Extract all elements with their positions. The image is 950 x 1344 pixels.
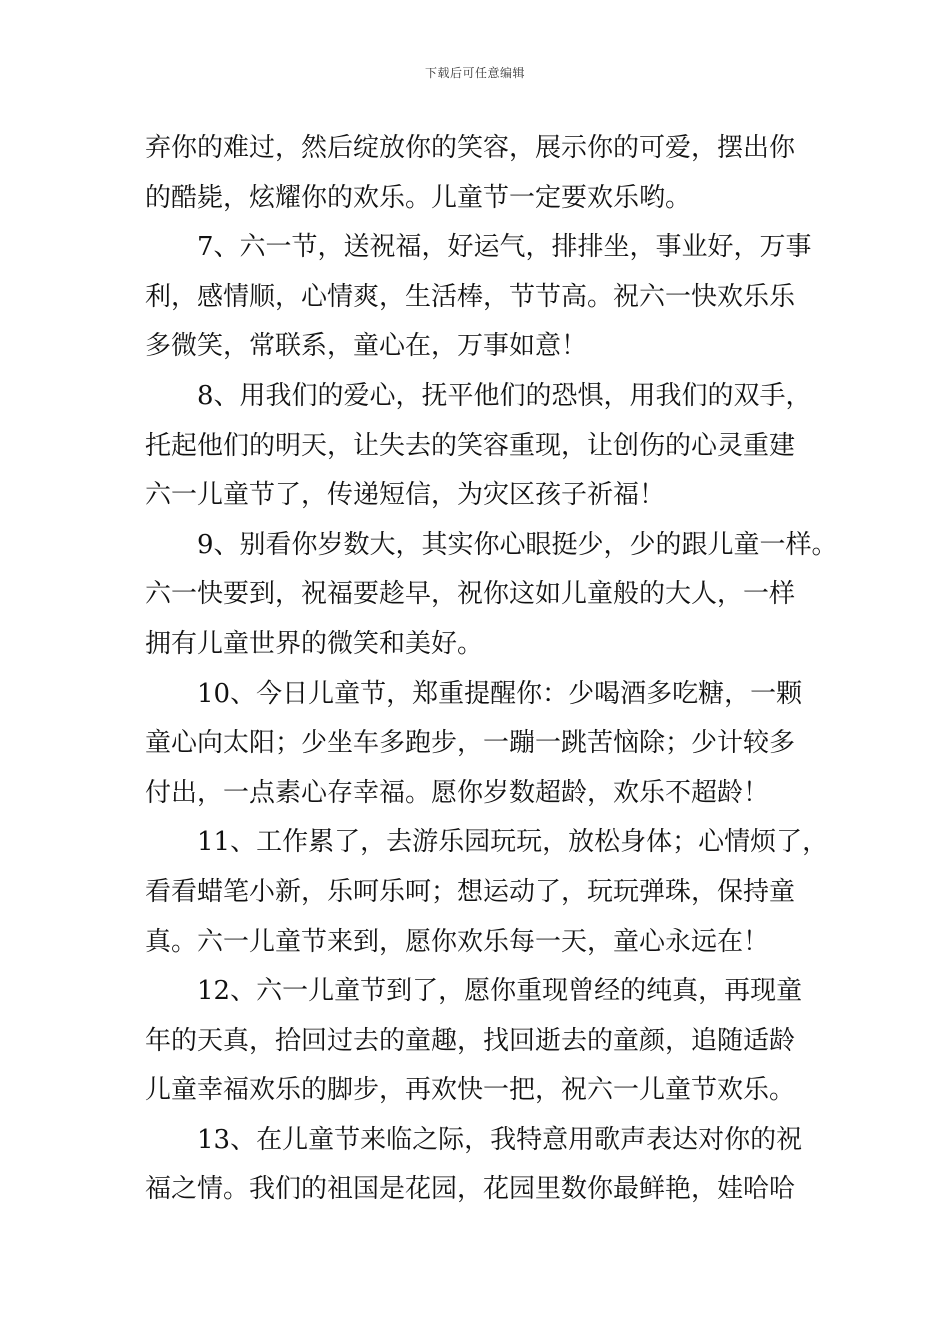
text-line: 托起他们的明天，让失去的笑容重现，让创伤的心灵重建 bbox=[145, 430, 796, 461]
document-body bbox=[145, 124, 838, 1215]
text-line: 看看蜡笔小新，乐呵乐呵；想运动了，玩玩弹珠，保持童 bbox=[145, 876, 796, 907]
paragraph-start-line: 10、今日儿童节，郑重提醒你：少喝酒多吃糖，一颗 bbox=[197, 678, 803, 709]
page-header: 下载后可任意编辑 bbox=[424, 66, 525, 80]
paragraph-start-line: 9、别看你岁数大，其实你心眼挺少，少的跟儿童一样。 bbox=[197, 529, 838, 560]
text-line: 利，感情顺，心情爽，生活棒，节节高。祝六一快欢乐乐 bbox=[145, 281, 796, 312]
text-line: 多微笑，常联系，童心在，万事如意！ bbox=[145, 331, 588, 362]
text-line: 付出，一点素心存幸福。愿你岁数超龄，欢乐不超龄！ bbox=[145, 777, 770, 808]
text-line: 年的天真，拾回过去的童趣，找回逝去的童颜，追随适龄 bbox=[145, 1025, 796, 1056]
text-line: 童心向太阳；少坐车多跑步，一蹦一跳苦恼除；少计较多 bbox=[145, 728, 796, 759]
text-line: 六一快要到，祝福要趁早，祝你这如儿童般的大人，一样 bbox=[145, 579, 796, 610]
text-line: 儿童幸福欢乐的脚步，再欢快一把，祝六一儿童节欢乐。 bbox=[145, 1075, 796, 1106]
text-line: 福之情。我们的祖国是花园，花园里数你最鲜艳，娃哈哈 bbox=[145, 1174, 796, 1205]
paragraph-start-line: 8、用我们的爱心，抚平他们的恐惧，用我们的双手， bbox=[197, 380, 812, 411]
paragraph-start-line: 11、工作累了，去游乐园玩玩，放松身体；心情烦了， bbox=[197, 827, 829, 858]
text-line: 弃你的难过，然后绽放你的笑容，展示你的可爱，摆出你 bbox=[145, 133, 796, 163]
paragraph-start-line: 12、六一儿童节到了，愿你重现曾经的纯真，再现童 bbox=[197, 976, 803, 1007]
paragraph-start-line: 13、在儿童节来临之际，我特意用歌声表达对你的祝 bbox=[197, 1124, 803, 1155]
text-line: 的酷毙，炫耀你的欢乐。儿童节一定要欢乐哟。 bbox=[145, 182, 692, 213]
text-line: 真。六一儿童节来到，愿你欢乐每一天，童心永远在！ bbox=[145, 926, 770, 957]
paragraph-start-line: 7、六一节，送祝福，好运气，排排坐，事业好，万事 bbox=[197, 232, 812, 263]
text-line: 六一儿童节了，传递短信，为灾区孩子祈福！ bbox=[145, 480, 666, 511]
text-line: 拥有儿童世界的微笑和美好。 bbox=[145, 628, 484, 659]
